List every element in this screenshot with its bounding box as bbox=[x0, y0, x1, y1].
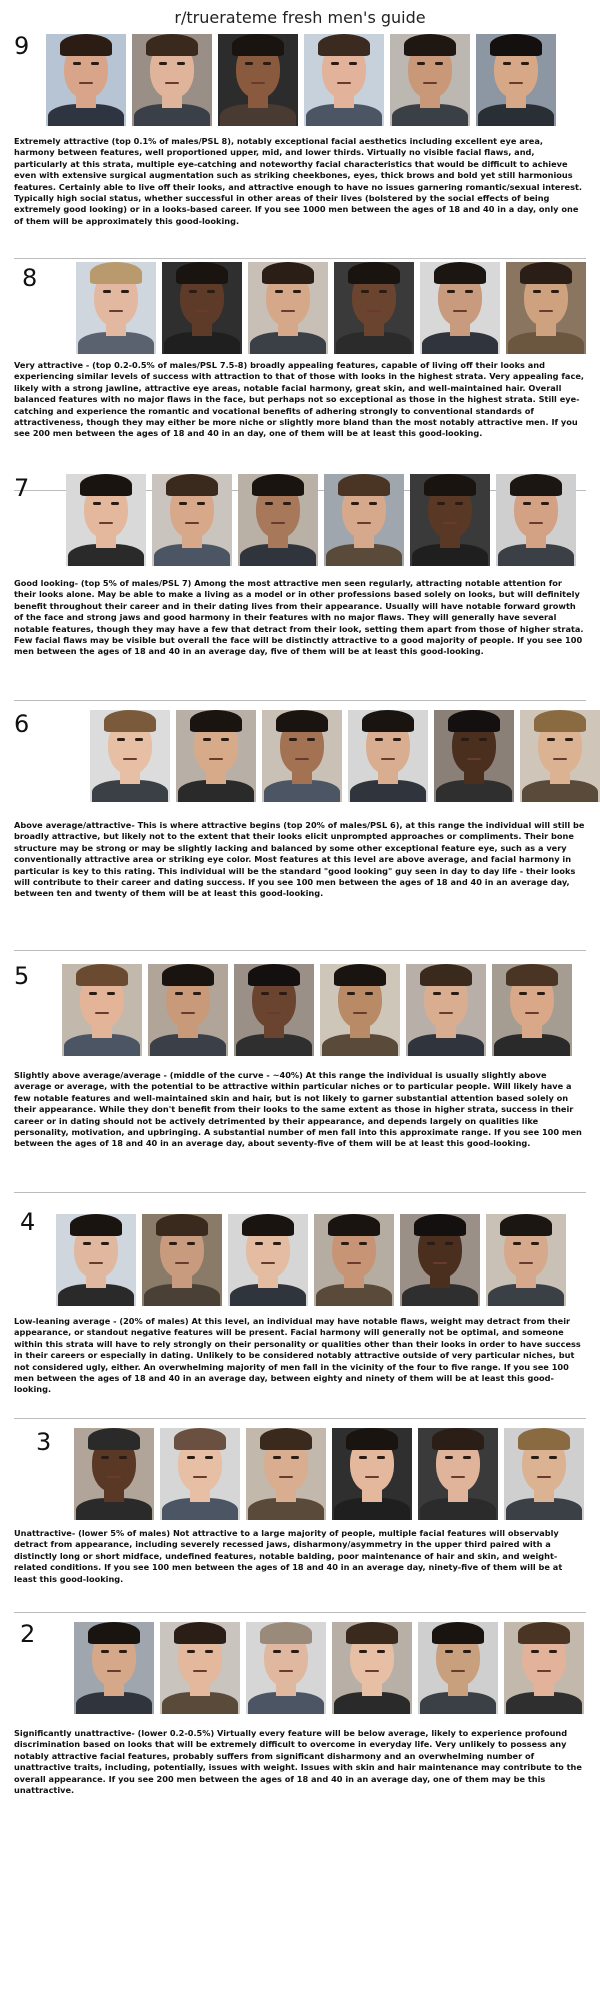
photo-row bbox=[90, 710, 600, 802]
section-divider bbox=[14, 700, 586, 701]
face-photo bbox=[476, 34, 556, 126]
rating-number: 4 bbox=[20, 1208, 36, 1236]
face-photo bbox=[66, 474, 146, 566]
face-photo bbox=[332, 1622, 412, 1714]
rating-description: Above average/attractive- This is where attractive begins (top 20% of males/PSL 6), at this range the individual will still be broadly attractive, but likely not to the extent that their looks elicit unprompted approaches or compliments. Their bone structure may be strong or may be slightly lacking and balanced by some other exceptional feature eye, such as a very conventionally attractive area or striking eye color. Most features at this level are above average, and facial harmony in particular is key to this rating. This individual will be the standard "good looking" guy seen in day to day life - their looks will contribute to their career and dating success. If you see 100 men between the ages of 18 and 40 in an average day, between ten and twenty of them will be at least this good-looking. bbox=[14, 820, 585, 899]
face-photo bbox=[76, 262, 156, 354]
face-photo bbox=[262, 710, 342, 802]
face-photo bbox=[314, 1214, 394, 1306]
section-divider bbox=[14, 1612, 586, 1613]
face-photo bbox=[56, 1214, 136, 1306]
section-divider bbox=[14, 1418, 586, 1419]
face-photo bbox=[324, 474, 404, 566]
section-divider bbox=[14, 950, 586, 951]
face-photo bbox=[418, 1428, 498, 1520]
face-photo bbox=[238, 474, 318, 566]
face-photo bbox=[348, 710, 428, 802]
photo-row bbox=[74, 1428, 584, 1520]
photo-row bbox=[56, 1214, 566, 1306]
rating-description: Good looking- (top 5% of males/PSL 7) Among the most attractive men seen regularly, attracting notable attention for their looks alone. May be able to make a living as a model or in other professions based solely on looks, but will definitely benefit throughout their career and in their dating lives from their appearance. Usually will have notable forward growth of the face and strong jaws and good harmony in their features with no major flaws. They will generally have several notable features, though they may have a few that detract from their look, setting them apart from those of higher strata. Few facial flaws may be visible but overall the face will be distinctly attractive to a good majority of people. If you see 100 men between the ages of 18 and 40 in an average day, five of them will be at least this good-looking. bbox=[14, 578, 584, 657]
photo-row bbox=[74, 1622, 584, 1714]
face-photo bbox=[406, 964, 486, 1056]
face-photo bbox=[46, 34, 126, 126]
face-photo bbox=[506, 262, 586, 354]
face-photo bbox=[486, 1214, 566, 1306]
face-photo bbox=[504, 1428, 584, 1520]
rating-description: Extremely attractive (top 0.1% of males/PSL 8), notably exceptional facial aesthetics including excellent eye area, harmony between features, well proportioned upper, mid, and lower thirds. Virtually no visible facial flaws, and, particularly at this strata, multiple eye-catching and noteworthy facial characteristics that would be difficult to achieve even with extensive surgical augmentation such as striking cheekbones, eyes, thick brows and bold yet still harmonious features. Certainly able to live off their looks, and attractive enough to have no issues garnering romantic/sexual interest. Typically high social status, whether successful in other areas of their lives (bolstered by the social effects of being extremely good looking) or in a looks-based career. If you see 1000 men between the ages of 18 and 40 in a day, only one of them will be approximately this good-looking. bbox=[14, 136, 582, 226]
face-photo bbox=[152, 474, 232, 566]
face-photo bbox=[332, 1428, 412, 1520]
photo-row bbox=[46, 34, 556, 126]
face-photo bbox=[234, 964, 314, 1056]
face-photo bbox=[400, 1214, 480, 1306]
face-photo bbox=[410, 474, 490, 566]
rating-number: 2 bbox=[20, 1620, 36, 1648]
face-photo bbox=[162, 262, 242, 354]
photo-row bbox=[76, 262, 586, 354]
face-photo bbox=[160, 1622, 240, 1714]
face-photo bbox=[520, 710, 600, 802]
face-photo bbox=[228, 1214, 308, 1306]
face-photo bbox=[132, 34, 212, 126]
face-photo bbox=[304, 34, 384, 126]
rating-description: Significantly unattractive- (lower 0.2-0.5%) Virtually every feature will be below average, likely to experience profound discrimination based on looks that will be extremely difficult to overcome in everyday life. Very unlikely to possess any notably attractive facial features, probably suffers from significant disharmony and an overwhelming number of unattractive traits, including, potentially, issues with weight. Issues with skin and hair maintenance may contribute to the overall appearance. If you see 200 men between the ages of 18 and 40 in an average day, one of them may be this unattractive. bbox=[14, 1728, 582, 1796]
face-photo bbox=[248, 262, 328, 354]
face-photo bbox=[142, 1214, 222, 1306]
face-photo bbox=[148, 964, 228, 1056]
rating-number: 8 bbox=[22, 264, 38, 292]
face-photo bbox=[176, 710, 256, 802]
face-photo bbox=[418, 1622, 498, 1714]
rating-number: 5 bbox=[14, 962, 30, 990]
rating-number: 3 bbox=[36, 1428, 52, 1456]
face-photo bbox=[160, 1428, 240, 1520]
face-photo bbox=[434, 710, 514, 802]
face-photo bbox=[62, 964, 142, 1056]
face-photo bbox=[334, 262, 414, 354]
face-photo bbox=[492, 964, 572, 1056]
rating-description: Slightly above average/average - (middle of the curve - ~40%) At this range the individual is usually slightly above average or average, with the potential to be attractive within particular niches or to particular people. Will likely have a few notable features and well-maintained skin and hair, but is not likely to garner substantial attention based solely on their appearance. While they don't benefit from their looks to the same extent as those in higher strata, success in their career or in dating should not be actively detrimented by their appearance, and depends largely on qualities like personality, motivation, and upbringing. A substantial number of men fall into this approximate range. If you see 100 men between the ages of 18 and 40 in an average day, about seventy-five of them will be at least this good-looking. bbox=[14, 1070, 582, 1149]
face-photo bbox=[496, 474, 576, 566]
face-photo bbox=[246, 1428, 326, 1520]
face-photo bbox=[504, 1622, 584, 1714]
rating-description: Low-leaning average - (20% of males) At this level, an individual may have notable flaws, weight may detract from their appearance, or standout negative features will be present. Facial harmony will generally not be optimal, and someone within this strata will have to rely strongly on their personality or qualities other than their looks in order to have success in their careers or especially in dating. Unlikely to be considered notably attractive outside of very particular niches, but not considered ugly, either. An overwhelming majority of men fall in the vicinity of the four to five range. If you see 100 men between the ages of 18 and 40 in an average day, between eighty and ninety of them will be at least this good-looking. bbox=[14, 1316, 581, 1395]
page-title: r/truerateme fresh men's guide bbox=[174, 8, 426, 27]
face-photo bbox=[74, 1428, 154, 1520]
rating-description: Unattractive- (lower 5% of males) Not attractive to a large majority of people, multiple facial features will observably detract from appearance, including severely recessed jaws, disharmony/asymmetry in the upper third paired with a distinctly long or short midface, undefined features, notable balding, poor maintenance of hair and skin, and weight-related conditions. If you see 100 men between the ages of 18 and 40 in an average day, ninety-five of them will be at least this good-looking. bbox=[14, 1528, 563, 1584]
face-photo bbox=[320, 964, 400, 1056]
section-divider bbox=[14, 258, 586, 259]
rating-number: 9 bbox=[14, 32, 30, 60]
face-photo bbox=[390, 34, 470, 126]
photo-row bbox=[66, 474, 576, 566]
face-photo bbox=[246, 1622, 326, 1714]
rating-number: 7 bbox=[14, 474, 30, 502]
photo-row bbox=[62, 964, 572, 1056]
rating-number: 6 bbox=[14, 710, 30, 738]
face-photo bbox=[74, 1622, 154, 1714]
rating-description: Very attractive - (top 0.2-0.5% of males/PSL 7.5-8) broadly appealing features, capable of living off their looks and experiencing similar levels of success with attraction to that of those with looks in the highest strata. Very appealing face, likely with a strong jawline, attractive eye areas, notable facial harmony, great skin, and well-maintained hair. Overall balanced features with no major flaws in the face, but perhaps not so exceptional as those in the highest strata. Still eye-catching and experience the romantic and vocational benefits of adhering strongly to conventional standards of attractiveness, though they may either be more niche or slightly more bland than the most notably attractive men. If you see 200 men between the ages of 18 and 40 in an day, one of them will be at least this good-looking. bbox=[14, 360, 584, 439]
section-divider bbox=[14, 1192, 586, 1193]
face-photo bbox=[90, 710, 170, 802]
face-photo bbox=[420, 262, 500, 354]
face-photo bbox=[218, 34, 298, 126]
